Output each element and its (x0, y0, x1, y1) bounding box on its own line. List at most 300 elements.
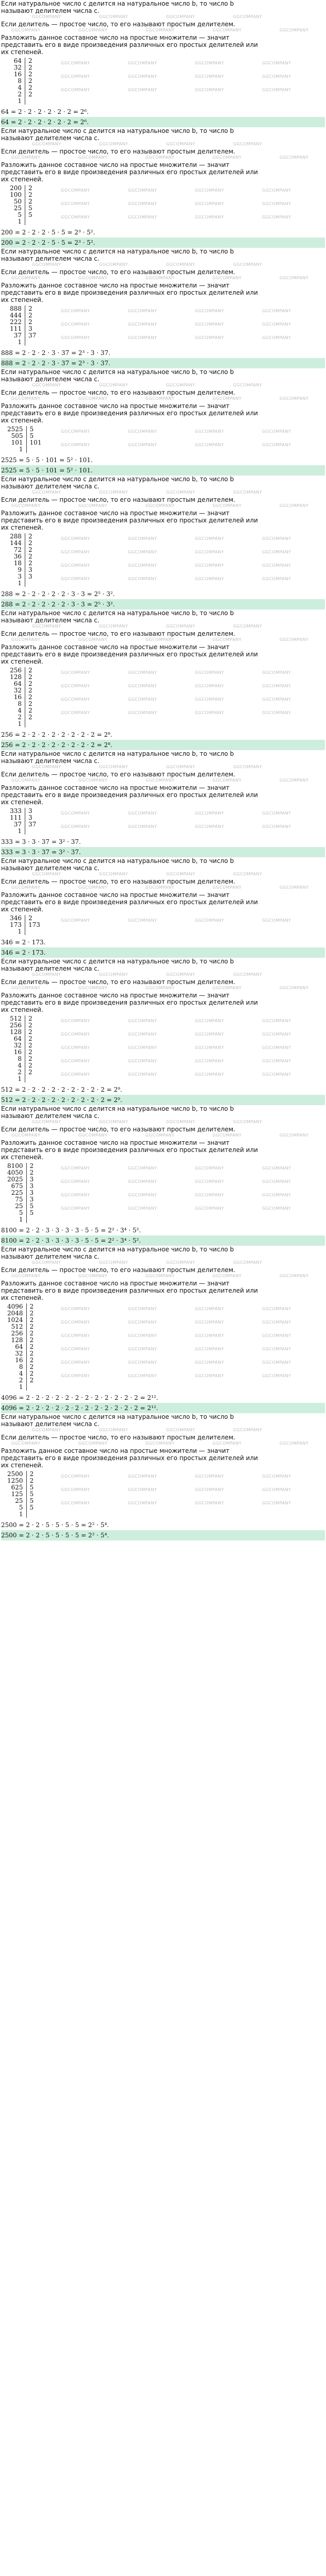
watermark-text: GGCOMPANY (61, 550, 90, 554)
divisor-cell: 2 (28, 560, 32, 567)
solution-block (1, 857, 325, 958)
watermark-text: GGCOMPANY (32, 872, 61, 876)
watermark-text: GGCOMPANY (166, 383, 195, 387)
watermark-text: GGCOMPANY (262, 74, 291, 79)
divisor-cell: 2 (28, 305, 32, 312)
dividend-cell: 346 (4, 915, 25, 922)
divisor-cell: 2 (28, 533, 32, 540)
watermark-text: GGCOMPANY (128, 1333, 157, 1338)
factorization-row (4, 928, 46, 935)
watermark-text: GGCOMPANY (195, 684, 224, 688)
divisor-cell: 2 (29, 1310, 34, 1317)
watermark-text: GGCOMPANY (195, 1179, 224, 1184)
watermark-row (1, 624, 325, 630)
watermark-text: GGCOMPANY (11, 778, 41, 783)
watermark-text: GGCOMPANY (99, 765, 128, 769)
watermark-text: GGCOMPANY (128, 1206, 157, 1211)
watermark-text: GGCOMPANY (195, 1501, 224, 1505)
watermark-text: GGCOMPANY (128, 1374, 157, 1378)
divisor-cell: 2 (28, 1069, 32, 1076)
factorization-row (4, 1350, 47, 1357)
watermark-text: GGCOMPANY (61, 918, 90, 923)
decomposition-definition: Разложить данное составное число на простые множители — значит (1, 282, 230, 289)
solution-block (1, 958, 325, 1105)
watermark-row (1, 396, 325, 402)
watermark-text: GGCOMPANY (262, 1206, 291, 1211)
divisor-cell: 2 (29, 1363, 34, 1370)
dividend-cell: 225 (4, 1190, 26, 1196)
divisor-cell: 101 (29, 439, 42, 446)
watermark-text: GGCOMPANY (145, 885, 175, 890)
watermark-row (1, 503, 325, 510)
decomposition-definition-cont: представить его в виде произведения различных его простых делителей или (1, 517, 258, 524)
decomposition-definition: Разложить данное составное число на простые множители — значит (1, 161, 230, 168)
dividend-cell: 16 (4, 694, 25, 701)
watermark-text: GGCOMPANY (99, 972, 128, 977)
watermark-text: GGCOMPANY (61, 1360, 90, 1365)
watermark-text: GGCOMPANY (61, 824, 90, 829)
dividend-cell: 3 (4, 573, 25, 580)
factorization-row (4, 1210, 47, 1216)
dividend-cell: 16 (4, 1357, 26, 1364)
divisor-cell: 2 (28, 1035, 32, 1042)
dividend-cell: 64 (4, 681, 25, 687)
watermark-text: GGCOMPANY (262, 335, 291, 340)
watermark-text: GGCOMPANY (61, 309, 90, 313)
watermark-row (1, 778, 325, 784)
dividend-cell: 128 (4, 1337, 26, 1344)
watermark-text: GGCOMPANY (61, 88, 90, 92)
divisor-cell (25, 828, 46, 835)
decomposition-definition: Разложить данное составное число на простые множители — значит (1, 643, 230, 651)
divisor-cell (25, 721, 46, 727)
watermark-text: GGCOMPANY (61, 710, 90, 715)
watermark-row (1, 972, 325, 978)
watermark-text: GGCOMPANY (11, 155, 41, 160)
watermark-text: GGCOMPANY (99, 14, 128, 19)
divisor-definition-cont: называют делителем числа c. (1, 7, 100, 14)
watermark-text: GGCOMPANY (128, 824, 157, 829)
factorization-table (4, 808, 46, 835)
watermark-text: GGCOMPANY (11, 396, 41, 401)
divisor-cell: 2 (28, 77, 32, 84)
dividend-cell: 18 (4, 560, 25, 567)
watermark-text: GGCOMPANY (195, 918, 224, 923)
divisor-cell (26, 446, 47, 453)
dividend-cell: 200 (4, 185, 25, 192)
watermark-text: GGCOMPANY (11, 276, 41, 280)
watermark-row (1, 14, 325, 21)
dividend-cell: 888 (4, 306, 25, 312)
watermark-text: GGCOMPANY (195, 563, 224, 568)
divisor-cell: 3 (28, 566, 32, 573)
divisor-definition: Если натуральное число с делится на натуральное число b, то число b (1, 127, 234, 134)
watermark-text: GGCOMPANY (213, 637, 242, 642)
watermark-text: GGCOMPANY (213, 28, 242, 32)
factorization-row (4, 98, 46, 105)
watermark-row (1, 383, 325, 389)
divisor-definition: Если натуральное число с делится на натуральное число b, то число b (1, 1105, 234, 1112)
divisor-cell: 2 (28, 546, 32, 553)
watermark-text: GGCOMPANY (213, 986, 242, 990)
watermark-text: GGCOMPANY (78, 396, 108, 401)
divisor-cell: 2 (28, 1028, 32, 1036)
factorization-row (4, 1324, 47, 1330)
watermark-row (1, 637, 325, 643)
watermark-text: GGCOMPANY (11, 637, 41, 642)
factorization-result-highlight: 346 = 2 · 173. (1, 947, 325, 958)
watermark-text: GGCOMPANY (128, 811, 157, 816)
watermark-text: GGCOMPANY (61, 670, 90, 675)
watermark-text: GGCOMPANY (262, 684, 291, 688)
dividend-cell: 512 (4, 1015, 25, 1022)
factorization-result: 64 = 2 · 2 · 2 · 2 · 2 · 2 = 2⁶. (1, 108, 89, 115)
decomposition-definition-cont: представить его в виде произведения различных его простых делителей или (1, 1146, 258, 1154)
divisor-cell: 2 (29, 1370, 34, 1377)
watermark-text: GGCOMPANY (280, 155, 309, 160)
watermark-text: GGCOMPANY (32, 1428, 61, 1432)
watermark-text: GGCOMPANY (11, 986, 41, 990)
factorization-column (4, 1303, 325, 1391)
watermark-text: GGCOMPANY (128, 88, 157, 92)
prime-divisor-definition: Если делитель — простое число, то его называют простым делителем. (1, 878, 235, 885)
factorization-row (4, 1190, 47, 1196)
factorization-column (4, 667, 325, 727)
divisor-cell: 2 (28, 84, 32, 91)
watermark-text: GGCOMPANY (280, 885, 309, 890)
divisor-cell: 3 (29, 1196, 34, 1203)
watermark-row (1, 885, 325, 891)
watermark-text: GGCOMPANY (61, 1374, 90, 1378)
divisor-cell: 2 (29, 1169, 34, 1176)
divisor-cell: 3 (29, 1176, 34, 1183)
decomposition-definition-cont: представить его в виде произведения различных его простых делителей или (1, 289, 258, 296)
watermark-text: GGCOMPANY (195, 697, 224, 702)
watermark-text: GGCOMPANY (32, 624, 61, 629)
factorization-result-highlight: 333 = 3 · 3 · 37 = 3² · 37. (1, 847, 325, 857)
watermark-text: GGCOMPANY (32, 262, 61, 267)
watermark-text: GGCOMPANY (262, 811, 291, 816)
watermark-text: GGCOMPANY (32, 383, 61, 387)
watermark-text: GGCOMPANY (262, 1166, 291, 1171)
factorization-result-highlight: 200 = 2 · 2 · 2 · 5 · 5 = 2³ · 5². (1, 238, 325, 248)
watermark-text: GGCOMPANY (61, 1320, 90, 1325)
watermark-text: GGCOMPANY (233, 383, 263, 387)
factorization-row (4, 426, 47, 433)
factorization-row (4, 815, 46, 821)
divisor-cell: 2 (28, 714, 32, 721)
watermark-text: GGCOMPANY (61, 201, 90, 206)
divisor-cell: 5 (28, 205, 32, 212)
watermark-text: GGCOMPANY (128, 1320, 157, 1325)
watermark-text: GGCOMPANY (61, 322, 90, 327)
watermark-text: GGCOMPANY (262, 1193, 291, 1197)
divisor-cell: 2 (29, 1477, 34, 1484)
watermark-text: GGCOMPANY (61, 74, 90, 79)
watermark-text: GGCOMPANY (61, 1307, 90, 1311)
divisor-definition-cont: называют делителем числа c. (1, 1112, 100, 1120)
factorization-result: 2525 = 5 · 5 · 101 = 5² · 101. (1, 456, 93, 464)
divisor-cell: 2 (29, 1357, 34, 1364)
divisor-cell: 2 (28, 1062, 32, 1069)
divisor-cell (25, 580, 46, 587)
watermark-text: GGCOMPANY (166, 872, 195, 876)
factorization-result: 333 = 3 · 3 · 37 = 3² · 37. (1, 838, 81, 845)
dividend-cell: 32 (4, 64, 25, 71)
watermark-text: GGCOMPANY (61, 1179, 90, 1184)
watermark-text: GGCOMPANY (262, 1360, 291, 1365)
watermark-text: GGCOMPANY (32, 765, 61, 769)
watermark-text: GGCOMPANY (61, 811, 90, 816)
watermark-text: GGCOMPANY (61, 563, 90, 568)
factorization-result-highlight: 64 = 2 · 2 · 2 · 2 · 2 · 2 = 2⁶. (1, 117, 325, 127)
divisor-cell: 2 (29, 1303, 34, 1310)
watermark-text: GGCOMPANY (233, 1260, 263, 1265)
decomposition-definition: Разложить данное составное число на простые множители — значит (1, 1280, 230, 1287)
divisor-cell: 2 (28, 91, 32, 98)
decomposition-definition-cont: представить его в виде произведения различных его простых делителей или (1, 999, 258, 1006)
watermark-text: GGCOMPANY (128, 1179, 157, 1184)
prime-divisor-definition: Если делитель — простое число, то его называют простым делителем. (1, 268, 235, 276)
divisor-cell: 2 (28, 312, 32, 319)
divisor-cell: 5 (29, 1504, 34, 1511)
watermark-text: GGCOMPANY (145, 503, 175, 508)
watermark-text: GGCOMPANY (262, 918, 291, 923)
prime-divisor-definition: Если делитель — простое число, то его называют простым делителем. (1, 771, 235, 778)
decomposition-definition-end: их степеней. (1, 906, 43, 913)
watermark-text: GGCOMPANY (195, 1166, 224, 1171)
watermark-text: GGCOMPANY (166, 14, 195, 19)
factorization-row (4, 1076, 46, 1082)
watermark-text: GGCOMPANY (128, 697, 157, 702)
prime-divisor-definition: Если делитель — простое число, то его называют простым делителем. (1, 1126, 235, 1133)
watermark-text: GGCOMPANY (78, 778, 108, 783)
watermark-text: GGCOMPANY (166, 972, 195, 977)
divisor-definition-cont: называют делителем числа c. (1, 617, 100, 624)
watermark-text: GGCOMPANY (195, 335, 224, 340)
solution-block (1, 368, 325, 476)
watermark-text: GGCOMPANY (61, 697, 90, 702)
divisor-cell: 2 (28, 71, 32, 78)
watermark-text: GGCOMPANY (233, 972, 263, 977)
watermark-text: GGCOMPANY (78, 503, 108, 508)
dividend-cell: 32 (4, 1042, 25, 1049)
factorization-row (4, 560, 46, 567)
decomposition-definition-end: их степеней. (1, 417, 43, 424)
watermark-text: GGCOMPANY (213, 1274, 242, 1278)
divisor-cell: 2 (28, 707, 32, 714)
factorization-column (4, 185, 325, 225)
watermark-text: GGCOMPANY (213, 503, 242, 508)
divisor-cell: 2 (28, 184, 32, 192)
divisor-cell: 3 (28, 814, 32, 821)
watermark-text: GGCOMPANY (32, 1120, 61, 1124)
dividend-cell: 1 (4, 580, 25, 587)
solution-block (1, 0, 325, 127)
divisor-definition: Если натуральное число с делится на натуральное число b, то число b (1, 368, 234, 376)
factorization-row (4, 1183, 47, 1190)
watermark-text: GGCOMPANY (99, 383, 128, 387)
divisor-definition-cont: называют делителем числа c. (1, 1253, 100, 1260)
watermark-text: GGCOMPANY (145, 28, 175, 32)
decomposition-definition-cont: представить его в виде произведения различных его простых делителей или (1, 1287, 258, 1294)
divisor-definition-cont: называют делителем числа c. (1, 134, 100, 142)
watermark-text: GGCOMPANY (128, 443, 157, 447)
dividend-cell: 4 (4, 84, 25, 91)
prime-divisor-definition: Если делитель — простое число, то его называют простым делителем. (1, 1266, 235, 1274)
watermark-text: GGCOMPANY (280, 637, 309, 642)
divisor-cell: 2 (29, 1343, 34, 1350)
watermark-text: GGCOMPANY (166, 1428, 195, 1432)
watermark-text: GGCOMPANY (195, 74, 224, 79)
factorization-row (4, 71, 46, 78)
dividend-cell: 72 (4, 547, 25, 553)
watermark-text: GGCOMPANY (78, 276, 108, 280)
factorization-row (4, 687, 46, 694)
watermark-text: GGCOMPANY (233, 1120, 263, 1124)
factorization-row (4, 681, 46, 687)
watermark-text: GGCOMPANY (99, 1260, 128, 1265)
dividend-cell: 125 (4, 1491, 26, 1498)
watermark-text: GGCOMPANY (61, 1501, 90, 1505)
watermark-text: GGCOMPANY (262, 577, 291, 581)
factorization-row (4, 828, 46, 835)
watermark-text: GGCOMPANY (61, 1487, 90, 1492)
watermark-text: GGCOMPANY (145, 276, 175, 280)
divisor-cell: 2 (29, 1377, 34, 1384)
watermark-row (1, 986, 325, 992)
watermark-text: GGCOMPANY (280, 503, 309, 508)
dividend-cell: 144 (4, 540, 25, 547)
dividend-cell: 37 (4, 332, 25, 339)
watermark-text: GGCOMPANY (195, 1320, 224, 1325)
watermark-text: GGCOMPANY (128, 1045, 157, 1050)
decomposition-definition-cont: представить его в виде произведения различных его простых делителей или (1, 899, 258, 906)
watermark-text: GGCOMPANY (262, 563, 291, 568)
solution-block (1, 1105, 325, 1246)
dividend-cell: 111 (4, 815, 25, 821)
watermark-text: GGCOMPANY (128, 1019, 157, 1023)
decomposition-definition-cont: представить его в виде произведения различных его простых делителей или (1, 410, 258, 417)
divisor-definition: Если натуральное число с делится на натуральное число b, то число b (1, 750, 234, 757)
dividend-cell: 505 (4, 433, 26, 439)
divisor-cell (26, 1384, 47, 1391)
factorization-table (4, 1163, 47, 1223)
dividend-cell: 2 (4, 1069, 25, 1076)
divisor-cell: 3 (28, 807, 32, 815)
divisor-definition: Если натуральное число с делится на натуральное число b, то число b (1, 1413, 234, 1420)
watermark-text: GGCOMPANY (262, 201, 291, 206)
watermark-text: GGCOMPANY (61, 188, 90, 193)
decomposition-definition: Разложить данное составное число на простые множители — значит (1, 510, 230, 517)
divisor-cell: 5 (29, 1497, 34, 1504)
dividend-cell: 2048 (4, 1310, 26, 1317)
watermark-text: GGCOMPANY (145, 1274, 175, 1278)
decomposition-definition-end: их степеней. (1, 658, 43, 665)
factorization-row (4, 707, 46, 714)
factorization-result: 256 = 2 · 2 · 2 · 2 · 2 · 2 · 2 · 2 = 2⁸. (1, 731, 112, 738)
dividend-cell: 5 (4, 212, 25, 218)
watermark-text: GGCOMPANY (195, 710, 224, 715)
watermark-text: GGCOMPANY (280, 986, 309, 990)
divisor-cell: 5 (29, 1202, 34, 1210)
decomposition-definition: Разложить данное составное число на простые множители — значит (1, 784, 230, 791)
watermark-text: GGCOMPANY (99, 1428, 128, 1432)
factorization-row (4, 192, 46, 198)
dividend-cell: 5 (4, 1210, 26, 1216)
factorization-row (4, 553, 46, 560)
watermark-text: GGCOMPANY (262, 61, 291, 65)
prime-divisor-definition: Если делитель — простое число, то его называют простым делителем. (1, 978, 235, 986)
watermark-text: GGCOMPANY (195, 429, 224, 434)
watermark-text: GGCOMPANY (61, 684, 90, 688)
watermark-text: GGCOMPANY (195, 1193, 224, 1197)
decomposition-definition-end: их степеней. (1, 48, 43, 56)
divisor-cell: 2 (28, 553, 32, 560)
decomposition-definition: Разложить данное составное число на простые множители — значит (1, 1139, 230, 1146)
watermark-row (1, 155, 325, 161)
decomposition-definition: Разложить данное составное число на простые множители — значит (1, 402, 230, 410)
divisor-cell: 5 (28, 211, 32, 218)
dividend-cell: 64 (4, 58, 25, 64)
watermark-text: GGCOMPANY (213, 1133, 242, 1138)
watermark-text: GGCOMPANY (280, 1274, 309, 1278)
watermark-text: GGCOMPANY (128, 670, 157, 675)
watermark-text: GGCOMPANY (262, 550, 291, 554)
watermark-text: GGCOMPANY (61, 1193, 90, 1197)
watermark-text: GGCOMPANY (262, 1032, 291, 1037)
solution-block (1, 609, 325, 750)
divisor-cell: 2 (28, 1055, 32, 1062)
dividend-cell: 2 (4, 1377, 26, 1384)
watermark-text: GGCOMPANY (233, 490, 263, 495)
divisor-cell: 37 (28, 332, 37, 339)
divisor-cell (25, 98, 46, 105)
divisor-definition-cont: называют делителем числа c. (1, 1420, 100, 1428)
factorization-result-highlight: 288 = 2 · 2 · 2 · 2 · 2 · 3 · 3 = 2⁵ · 3². (1, 599, 325, 609)
factorization-row (4, 567, 46, 573)
decomposition-definition-end: их степеней. (1, 1154, 43, 1161)
watermark-text: GGCOMPANY (128, 1032, 157, 1037)
watermark-text: GGCOMPANY (145, 396, 175, 401)
divisor-cell: 5 (29, 426, 34, 433)
watermark-row (1, 276, 325, 282)
watermark-text: GGCOMPANY (145, 637, 175, 642)
divisor-cell: 3 (29, 1189, 34, 1196)
dividend-cell: 8 (4, 701, 25, 707)
watermark-text: GGCOMPANY (195, 1360, 224, 1365)
watermark-text: GGCOMPANY (61, 1045, 90, 1050)
watermark-text: GGCOMPANY (262, 1333, 291, 1338)
watermark-text: GGCOMPANY (78, 1441, 108, 1446)
divisor-cell: 5 (29, 1484, 34, 1491)
watermark-text: GGCOMPANY (280, 778, 309, 783)
divisor-cell: 2 (28, 667, 32, 674)
factorization-column (4, 1163, 325, 1223)
watermark-text: GGCOMPANY (195, 1059, 224, 1063)
watermark-text: GGCOMPANY (195, 1487, 224, 1492)
watermark-text: GGCOMPANY (128, 1474, 157, 1479)
factorization-row (4, 1491, 47, 1498)
watermark-row (1, 1274, 325, 1280)
watermark-row (1, 765, 325, 771)
watermark-text: GGCOMPANY (61, 1072, 90, 1077)
dividend-cell: 2500 (4, 1471, 26, 1478)
factorization-result: 200 = 2 · 2 · 2 · 5 · 5 = 2³ · 5². (1, 229, 95, 236)
factorization-row (4, 91, 46, 98)
dividend-cell: 8 (4, 1364, 26, 1370)
watermark-text: GGCOMPANY (166, 490, 195, 495)
